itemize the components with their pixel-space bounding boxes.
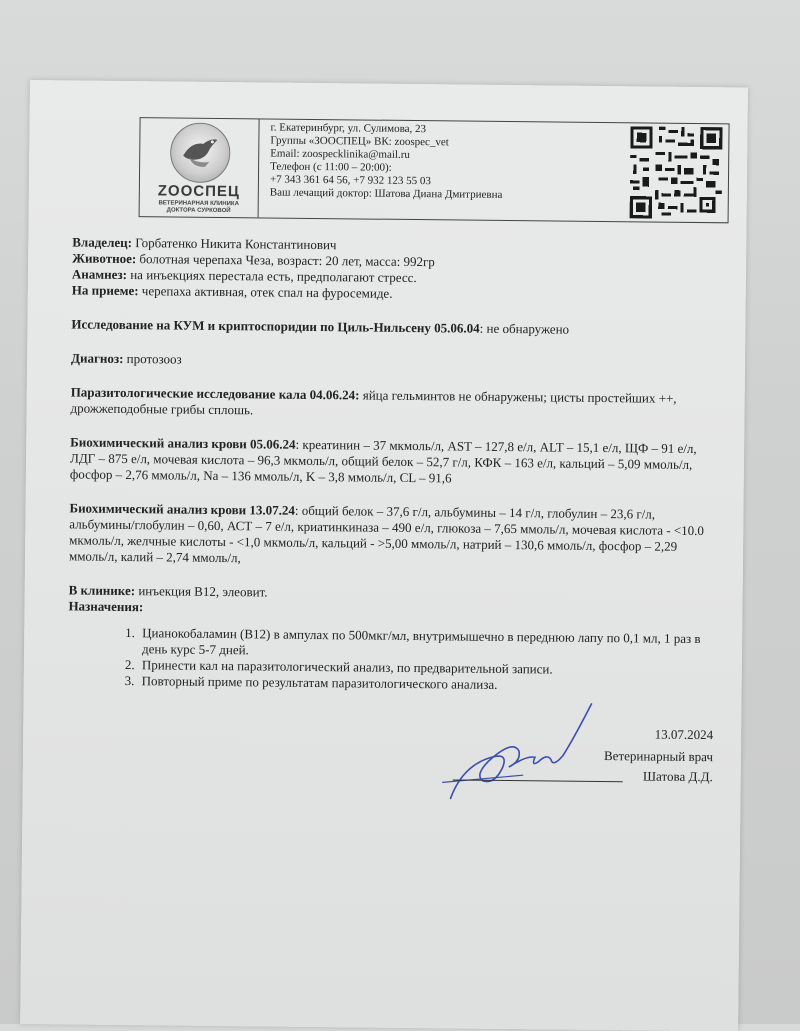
contact-doctor: Ваш лечащий доктор: Шатова Диана Дмитриевна	[269, 186, 503, 201]
prescriptions-label: Назначения:	[68, 598, 144, 615]
owner-value: Горбатенко Никита Константинович	[131, 235, 337, 253]
logo-subtitle-line2: ДОКТОРА СУРКОВОЙ	[166, 207, 231, 215]
contact-address: г. Екатеринбург, ул. Сулимова, 23	[270, 121, 427, 136]
logo-name: ZOOСПЕЦ	[157, 182, 240, 201]
visit-label: На приеме:	[71, 282, 139, 299]
list-item: 3. Повторный приме по результатам паразитологического анализа.	[138, 673, 718, 695]
contact-email: Email: zoospecklinika@mail.ru	[270, 147, 410, 161]
list-item: 2. Принести кал на паразитологический анализ, по предварительной записи.	[138, 657, 718, 679]
signature-date: 13.07.2024	[654, 726, 714, 743]
parasitology-label: Паразитологические исследование кала 04.06.24:	[70, 384, 360, 403]
contact-vk: Группы «ЗООСПЕЦ» ВК: zoospec_vet	[270, 134, 449, 149]
signature-block	[452, 724, 713, 817]
document-sheet	[20, 80, 748, 1031]
list-item: 1. Цианокобаламин (В12) в ампулах по 500мкг/мл, внутримышечно в переднюю лапу по 0,1 мл, 1 раз в день курс 5-7 дней.	[138, 625, 718, 663]
clinic-contacts	[270, 122, 601, 203]
anamnesis-label: Анамнез:	[71, 266, 128, 283]
logo-emblem	[170, 122, 231, 183]
biochem1-line	[70, 434, 720, 489]
anamnesis-value: на инъекциях перестала есть, предполагают стресс.	[126, 267, 417, 286]
diagnosis-value: протозооз	[123, 350, 182, 367]
logo-subtitle	[140, 200, 258, 215]
research-kum-label: Исследование на КУМ и криптоспоридии по Циль-Нильсену 05.06.04	[71, 316, 480, 336]
biochem2-label: Биохимический анализ крови 13.07.24	[69, 500, 295, 518]
signature-name: Шатова Д.Д.	[642, 768, 713, 785]
handwritten-signature-icon	[422, 694, 613, 811]
signature-role: Ветеринарный врач	[603, 748, 714, 765]
clinic-header	[139, 117, 730, 223]
biochem2-value: : общий белок – 37,6 г/л, альбумины – 14 г/л, глобулин – 23,6 г/л, альбумины/глобулин – 0,60, АСТ – 7 е/л, криатинкиназа – 490 е/л, глюкоза – 7,65 ммоль/л, мочевая кислота - <10.0 мкмоль/л, желчные кислоты - <1,0 мкмоль/л, кальций - >5,00 ммоль/л, натрий – 130,6 ммоль/л, фосфор – 2,29 ммоль/л, калий – 2,74 ммоль/л,	[68, 502, 705, 566]
biochem1-value: : креатинин – 37 мкмоль/л, AST – 127,8 е/л, ALT – 15,1 е/л, ЩФ – 91 е/л, ЛДГ – 875 е/л, мочевая кислота – 96,3 мкмоль/л, общий белок – 52,7 г/л, КФК – 163 е/л, кальций – 5,09 ммоль/л, фосфор – 2,76 ммоль/л, Na – 136 ммоль/л, K – 3,8 ммоль/л, CL – 91,6	[69, 436, 697, 486]
contact-phones: +7 343 361 64 56, +7 932 123 55 03	[269, 173, 431, 188]
bird-icon	[179, 134, 221, 170]
biochem1-label: Биохимический анализ крови 05.06.24	[70, 434, 296, 452]
prescriptions-list	[68, 624, 719, 695]
owner-label: Владелец:	[72, 234, 133, 251]
qr-code-icon	[630, 126, 723, 219]
clinic-label: В клинике:	[68, 582, 136, 599]
research-kum-value: : не обнаружено	[479, 320, 570, 337]
logo-subtitle-line1: ВЕТЕРИНАРНАЯ КЛИНИКА	[158, 200, 239, 208]
document-body	[68, 234, 723, 695]
parasitology-line	[70, 384, 720, 423]
contact-phone-hours: Телефон (с 11:00 – 20:00):	[270, 160, 392, 174]
clinic-value: инъекция В12, элеовит.	[135, 583, 268, 600]
diagnosis-label: Диагноз:	[71, 350, 124, 366]
clinic-logo	[140, 118, 260, 217]
animal-label: Животное:	[72, 250, 137, 267]
parasitology-value: яйца гельминтов не обнаружены; цисты простейших ++, дрожжеподобные грибы сплошь.	[70, 387, 677, 418]
visit-value: черепаха активная, отек спал на фуросемиде.	[138, 283, 393, 301]
animal-value: болотная черепаха Чеза, возраст: 20 лет, масса: 992гр	[136, 251, 435, 270]
biochem2-line	[69, 500, 720, 571]
